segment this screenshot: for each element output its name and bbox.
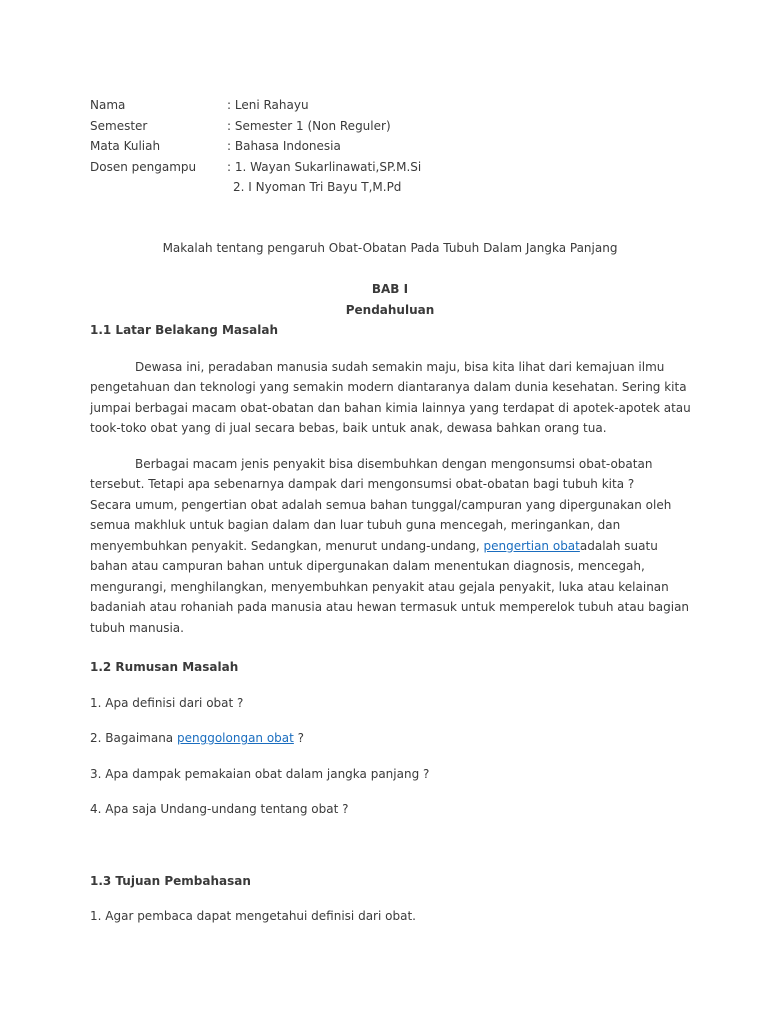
list-item: 4. Apa saja Undang-undang tentang obat ? [90,802,349,816]
paragraph-line: semua makhluk untuk bagian dalam dan luar tubuh guna mencegah, meringankan, dan [90,518,621,532]
list-item-with-link [90,728,690,749]
info-value: : Leni Rahayu [227,98,309,112]
paragraph-line: tersebut. Tetapi apa sebenarnya dampak dari mengonsumsi obat-obatan bagi tubuh kita ? [90,477,635,491]
list-text: 2. Bagaimana [90,731,177,745]
document-page [90,95,690,927]
paragraph-text: adalah suatu [579,538,658,553]
section-heading-1-3: 1.3 Tujuan Pembahasan [90,873,251,888]
info-row-semester [90,116,690,137]
paragraph-line: took-toko obat yang di jual secara bebas, baik untuk anak, dewasa bahkan orang tua. [90,421,607,435]
info-label: Nama [90,98,126,112]
link-penggolongan-obat[interactable]: penggolongan obat [176,731,294,745]
chapter-name: Pendahuluan [345,302,435,317]
section-heading-1-1: 1.1 Latar Belakang Masalah [90,323,279,337]
paragraph-line: Berbagai macam jenis penyakit bisa disembuhkan dengan mengonsumsi obat-obatan [135,456,653,471]
info-block [90,95,690,198]
list-item: 1. Apa definisi dari obat ? [90,695,244,710]
list-item: 1. Agar pembaca dapat mengetahui definisi dari obat. [90,909,416,923]
paragraph-line: Secara umum, pengertian obat adalah semua bahan tunggal/campuran yang dipergunakan oleh [90,497,672,512]
document-title: Makalah tentang pengaruh Obat-Obatan Pada Tubuh Dalam Jangka Panjang [162,240,618,255]
paragraph-line: mengurangi, menghilangkan, menyembuhkan penyakit atau gejala penyakit, luka atau kelainan [90,579,669,594]
info-label: Mata Kuliah [90,139,161,153]
section-heading-1-2: 1.2 Rumusan Masalah [90,660,239,674]
paragraph-line-with-link [90,536,690,557]
list-text: ? [293,731,305,745]
paragraph-text: menyembuhkan penyakit. Sedangkan, menurut undang-undang, [90,538,484,553]
paragraph-line: jumpai berbagai macam obat-obatan dan bahan kimia lainnya yang terdapat di apotek-apotek atau [90,400,691,415]
paragraph-1 [90,357,690,439]
info-value: : 1. Wayan Sukarlinawati,SP.M.Si [227,159,422,174]
list-item: 3. Apa dampak pemakaian obat dalam jangka panjang ? [90,766,430,781]
info-row-dosen [90,157,690,178]
info-value: : Bahasa Indonesia [227,139,341,153]
info-label: Semester [90,118,148,133]
paragraph-line: Dewasa ini, peradaban manusia sudah semakin maju, bisa kita lihat dari kemajuan ilmu [135,359,665,374]
info-row-nama [90,95,690,116]
info-row-mata-kuliah [90,136,690,157]
paragraph-line: pengetahuan dan teknologi yang semakin modern diantaranya dalam dunia kesehatan. Sering kita [90,380,687,394]
chapter-number: BAB I [371,282,409,296]
paragraph-line: tubuh manusia. [90,620,184,635]
info-value: 2. I Nyoman Tri Bayu T,M.Pd [233,180,402,194]
paragraph-line: badaniah atau rohaniah pada manusia atau hewan termasuk untuk memperelok tubuh atau bagian [90,600,690,614]
paragraph-2 [90,454,690,639]
info-label: Dosen pengampu [90,159,197,174]
info-value: : Semester 1 (Non Reguler) [227,118,391,133]
info-row-dosen-continuation [90,177,690,198]
link-pengertian-obat[interactable]: pengertian obat [483,538,580,553]
paragraph-line: bahan atau campuran bahan untuk dipergunakan dalam menentukan diagnosis, mencegah, [90,559,645,573]
